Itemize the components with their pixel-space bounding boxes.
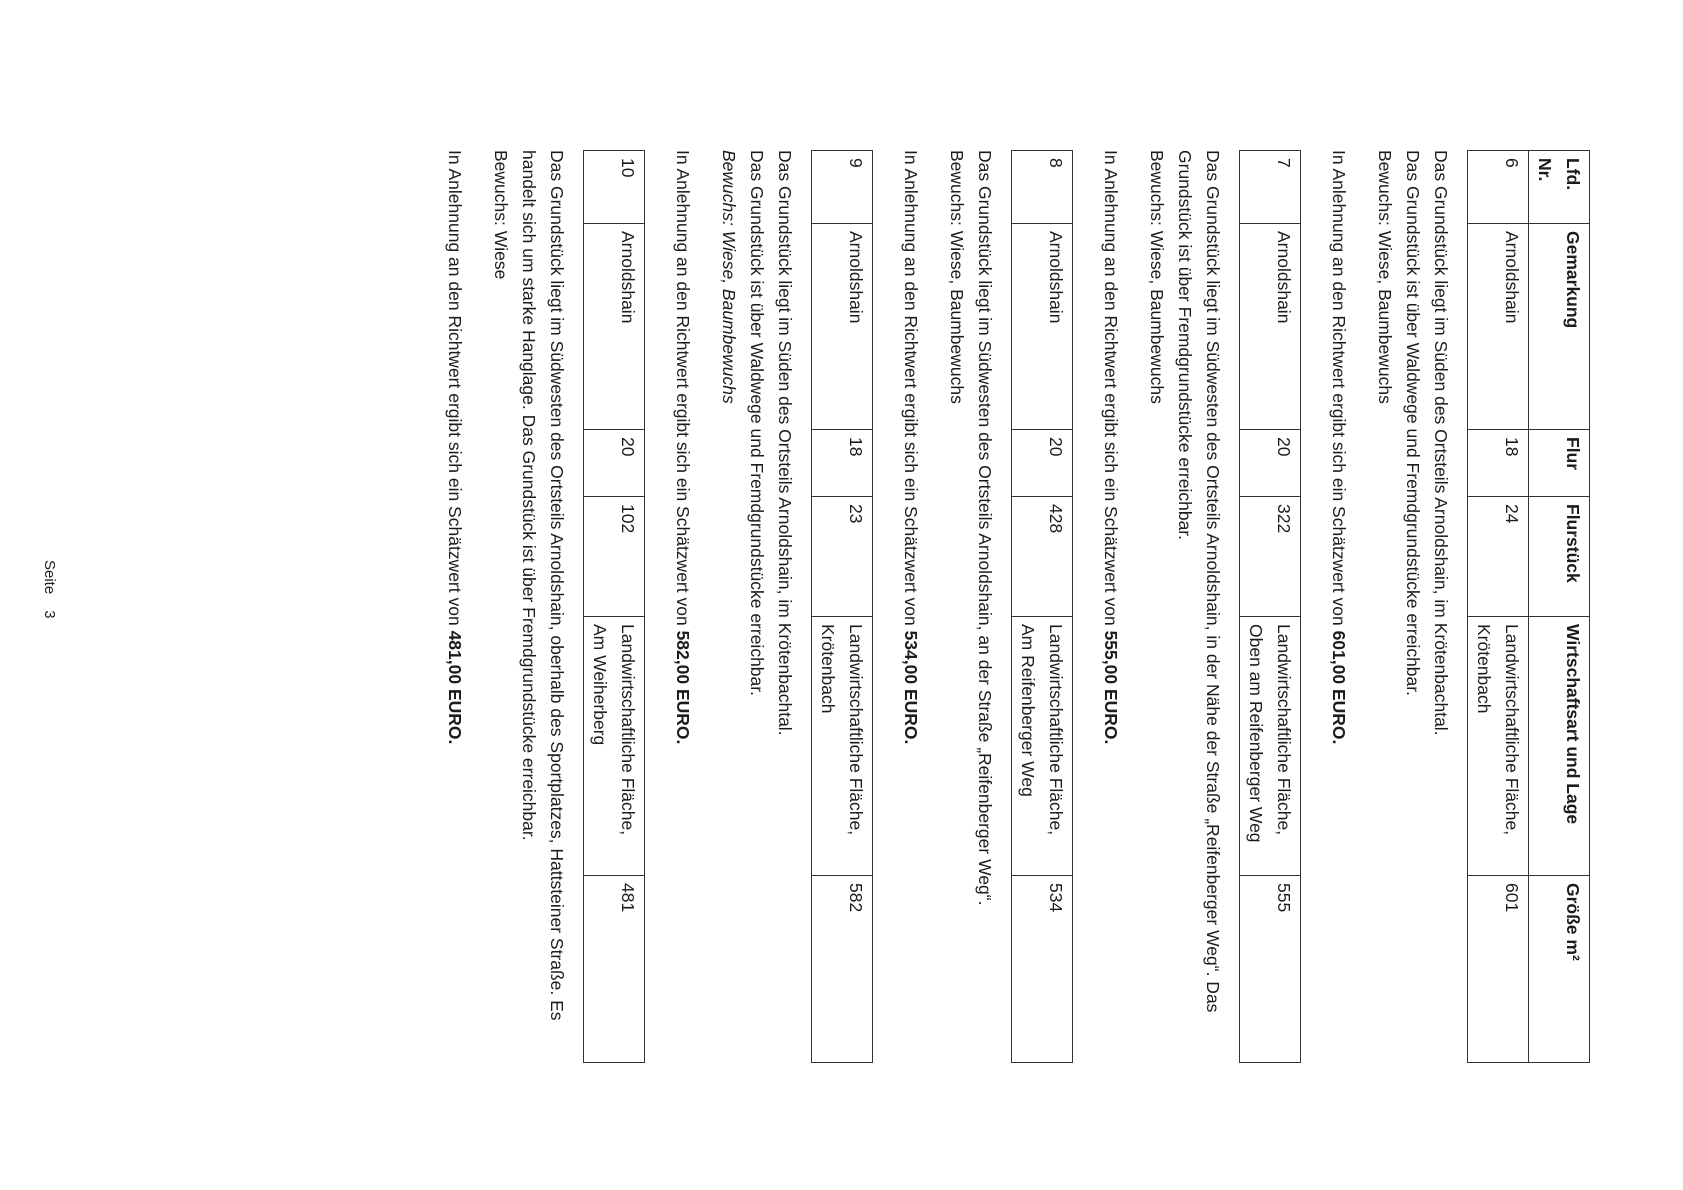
estimate-prefix: In Anlehnung an den Richtwert ergibt sich ein Schätzwert von: [673, 150, 693, 631]
lage-line: Landwirtschaftliche Fläche,: [1502, 624, 1522, 836]
description-line: [715, 150, 743, 1070]
lage-line: Landwirtschaftliche Fläche,: [846, 624, 866, 836]
lot-table-8: [1011, 150, 1073, 1063]
header-gemarkung: Gemarkung: [1529, 224, 1590, 430]
lage-line: Landwirtschaftliche Fläche,: [1046, 624, 1066, 836]
lot-table-7: [1239, 150, 1301, 1063]
header-flurstueck: Flurstück: [1529, 497, 1590, 617]
header-lfd-nr: Lfd. Nr.: [1529, 151, 1590, 224]
description-line: Das Grundstück ist über Waldwege und Fremdgrundstücke erreichbar.: [1403, 150, 1423, 696]
lot-description-9: [715, 150, 799, 1070]
header-groesse: Größe m²: [1529, 876, 1590, 1063]
cell-flur: 20: [1240, 430, 1301, 497]
cell-flur: 20: [584, 430, 645, 497]
cell-nr: 7: [1240, 151, 1301, 224]
description-line: Bewuchs: Wiese: [491, 150, 511, 280]
estimate-value: 481,00 EURO.: [445, 630, 465, 745]
lage-line: Oben am Reifenberger Weg: [1246, 624, 1266, 843]
estimate-prefix: In Anlehnung an den Richtwert ergibt sich ein Schätzwert von: [445, 150, 465, 631]
description-line: Das Grundstück ist über Waldwege und Fremdgrundstücke erreichbar.: [747, 150, 767, 696]
cell-groesse: 601: [1468, 876, 1529, 1063]
description-line: Bewuchs: Wiese, Baumbewuchs: [1147, 150, 1167, 404]
lot-description-7: [1143, 150, 1227, 1070]
description-line: Das Grundstück liegt im Süden des Ortsteils Arnoldshain, im Krötenbachtal.: [1431, 150, 1451, 736]
footer-label: Seite: [41, 560, 58, 595]
cell-lage: [812, 617, 873, 876]
estimate-line-6: [1325, 150, 1353, 1070]
lot-description-6: [1371, 150, 1455, 1070]
cell-flur: 18: [812, 430, 873, 497]
description-line: Das Grundstück liegt im Südwesten des Ortsteils Arnoldshain, an der Straße „Reifenberger Weg“.: [975, 150, 995, 906]
estimate-value: 601,00 EURO.: [1329, 630, 1349, 745]
estimate-prefix: In Anlehnung an den Richtwert ergibt sich ein Schätzwert von: [1329, 150, 1349, 631]
cell-flurstueck: 322: [1240, 497, 1301, 617]
description-line: Das Grundstück liegt im Süden des Ortsteils Arnoldshain, im Krötenbachtal.: [775, 150, 795, 736]
lage-line: Am Reifenberger Weg: [1018, 624, 1038, 797]
description-line: Das Grundstück liegt im Südwesten des Ortsteils Arnoldshain, oberhalb des Sportplatzes, Hattsteiner Straße. Es handelt sich um starke Hanglage. Das Grundstück ist über Fremdgrundstücke erreichbar.: [519, 150, 567, 1021]
lot-table-6: [1467, 150, 1590, 1063]
cell-nr: 6: [1468, 151, 1529, 224]
cell-nr: 9: [812, 151, 873, 224]
cell-flurstueck: 102: [584, 497, 645, 617]
lage-line: Landwirtschaftliche Fläche,: [618, 624, 638, 836]
estimate-value: 534,00 EURO.: [901, 630, 921, 745]
estimate-line-9: [669, 150, 697, 1070]
cell-flurstueck: 23: [812, 497, 873, 617]
cell-lage: [1012, 617, 1073, 876]
header-wirtschaftsart: Wirtschaftsart und Lage: [1529, 617, 1590, 876]
cell-nr: 10: [584, 151, 645, 224]
lage-line: Landwirtschaftliche Fläche,: [1274, 624, 1294, 836]
lot-table-9: [811, 150, 873, 1063]
estimate-prefix: In Anlehnung an den Richtwert ergibt sich ein Schätzwert von: [901, 150, 921, 631]
cell-lage: [1468, 617, 1529, 876]
cell-nr: 8: [1012, 151, 1073, 224]
cell-gemarkung: Arnoldshain: [1468, 224, 1529, 430]
cell-flurstueck: 24: [1468, 497, 1529, 617]
cell-flur: 18: [1468, 430, 1529, 497]
table-row: [1468, 151, 1529, 1063]
lage-line: Am Weiherberg: [590, 624, 610, 746]
description-line: Bewuchs: Wiese, Baumbewuchs: [1375, 150, 1395, 404]
description-line: Das Grundstück liegt im Südwesten des Ortsteils Arnoldshain, in der Nähe der Straße „Reifenberger Weg“. Das Grundstück ist über Fremdgrundstücke erreichbar.: [1175, 150, 1223, 1013]
cell-groesse: 481: [584, 876, 645, 1063]
estimate-value: 582,00 EURO.: [673, 630, 693, 745]
table-header-row: [1529, 151, 1590, 1063]
cell-gemarkung: Arnoldshain: [1240, 224, 1301, 430]
estimate-value: 555,00 EURO.: [1101, 630, 1121, 745]
table-row: [1240, 151, 1301, 1063]
cell-flurstueck: 428: [1012, 497, 1073, 617]
description-line: Bewuchs: Wiese, Baumbewuchs: [947, 150, 967, 404]
page-footer: [41, 560, 58, 619]
cell-gemarkung: Arnoldshain: [812, 224, 873, 430]
cell-groesse: 582: [812, 876, 873, 1063]
estimate-line-10: [441, 150, 469, 1070]
table-row: [584, 151, 645, 1063]
page-content: [417, 150, 1590, 1070]
table-row: [812, 151, 873, 1063]
cell-groesse: 534: [1012, 876, 1073, 1063]
lot-description-8: [943, 150, 999, 1070]
lage-line: Krötenbach: [818, 624, 838, 714]
page-number: 3: [41, 610, 58, 619]
cell-flur: 20: [1012, 430, 1073, 497]
lot-description-10: [487, 150, 571, 1070]
table-row: [1012, 151, 1073, 1063]
cell-gemarkung: Arnoldshain: [1012, 224, 1073, 430]
description-line-italic: Bewuchs: Wiese, Baumbewuchs: [719, 150, 739, 404]
cell-lage: [584, 617, 645, 876]
estimate-prefix: In Anlehnung an den Richtwert ergibt sich ein Schätzwert von: [1101, 150, 1121, 631]
cell-lage: [1240, 617, 1301, 876]
cell-groesse: 555: [1240, 876, 1301, 1063]
header-flur: Flur: [1529, 430, 1590, 497]
lage-line: Krötenbach: [1474, 624, 1494, 714]
cell-gemarkung: Arnoldshain: [584, 224, 645, 430]
estimate-line-7: [1097, 150, 1125, 1070]
estimate-line-8: [897, 150, 925, 1070]
lot-table-10: [583, 150, 645, 1063]
